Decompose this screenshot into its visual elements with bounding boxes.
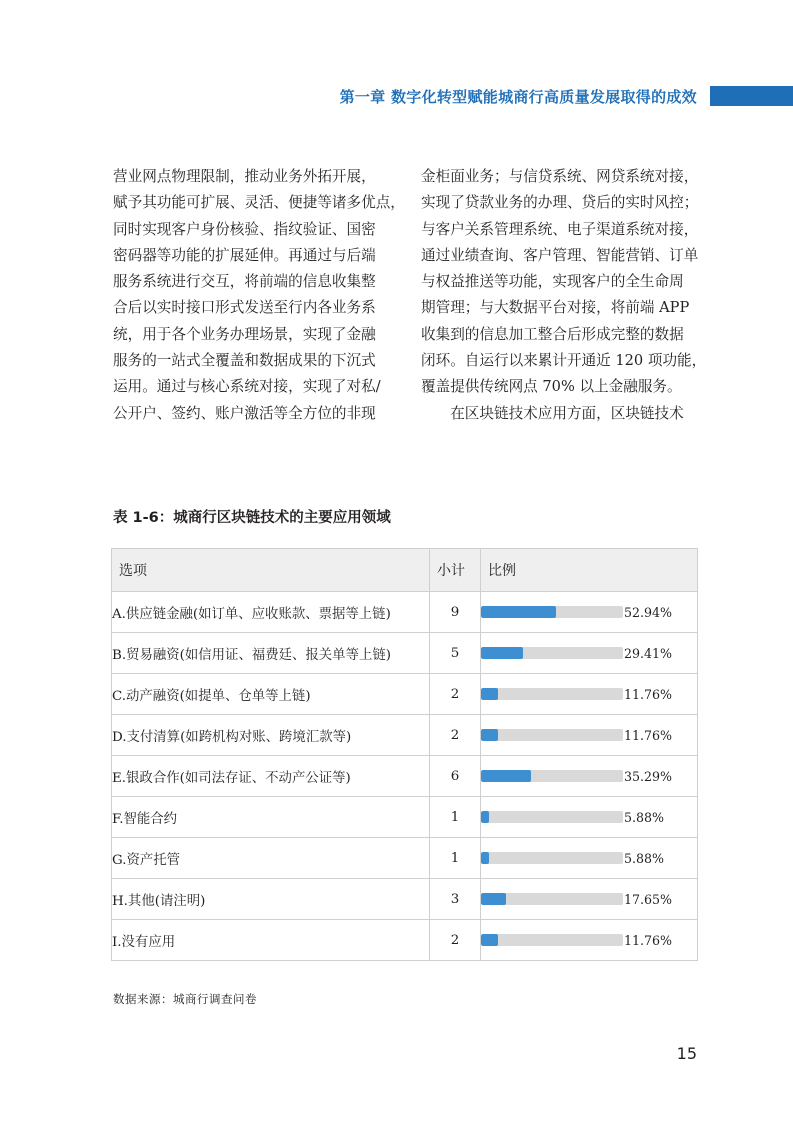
body-line: 实现了贷款业务的办理、贷后的实时风控； [421, 194, 699, 212]
ratio-label: 11.76% [624, 932, 673, 948]
ratio-cell [481, 920, 698, 961]
count-value: 5 [430, 633, 481, 674]
ratio-bar-wrap [481, 933, 697, 948]
body-line: 期管理；与大数据平台对接，将前端 APP [421, 299, 690, 317]
table-row [112, 592, 698, 633]
option-label: C.动产融资(如提单、仓单等上链) [112, 674, 430, 715]
option-label: D.支付清算(如跨机构对账、跨境汇款等) [112, 715, 430, 756]
body-line: 覆盖提供传统网点 70% 以上金融服务。 [421, 378, 682, 396]
ratio-bar-fill [481, 893, 506, 905]
ratio-bar-track [481, 852, 623, 864]
ratio-label: 52.94% [624, 604, 673, 620]
ratio-cell [481, 797, 698, 838]
ratio-bar-fill [481, 729, 498, 741]
option-label: F.智能合约 [112, 797, 430, 838]
ratio-bar-wrap [481, 728, 697, 743]
ratio-bar-wrap [481, 810, 697, 825]
ratio-cell [481, 674, 698, 715]
option-label: I.没有应用 [112, 920, 430, 961]
table-body [112, 592, 698, 961]
header-option: 选项 [112, 549, 430, 592]
header-ratio: 比例 [481, 549, 698, 592]
option-label: H.其他(请注明) [112, 879, 430, 920]
ratio-bar-wrap [481, 769, 697, 784]
ratio-bar-fill [481, 688, 498, 700]
table-row [112, 838, 698, 879]
table-row [112, 797, 698, 838]
option-label: G.资产托管 [112, 838, 430, 879]
count-value: 3 [430, 879, 481, 920]
ratio-bar-wrap [481, 687, 697, 702]
ratio-label: 5.88% [624, 850, 665, 866]
ratio-bar-fill [481, 770, 531, 782]
body-line: 服务系统进行交互，将前端的信息收集整 [113, 273, 376, 291]
ratio-bar-track [481, 811, 623, 823]
ratio-bar-track [481, 934, 623, 946]
data-source-note: 数据来源：城商行调查问卷 [113, 992, 257, 1006]
ratio-bar-track [481, 688, 623, 700]
ratio-bar-fill [481, 852, 489, 864]
body-line: 运用。通过与核心系统对接，实现了对私/ [113, 378, 381, 396]
table-header-row [112, 549, 698, 592]
option-label: B.贸易融资(如信用证、福费廷、报关单等上链) [112, 633, 430, 674]
ratio-bar-track [481, 893, 623, 905]
body-line: 赋予其功能可扩展、灵活、便捷等诸多优点， [113, 194, 405, 212]
ratio-cell [481, 592, 698, 633]
body-line: 同时实现客户身份核验、指纹验证、国密 [113, 220, 376, 238]
ratio-cell [481, 838, 698, 879]
ratio-label: 11.76% [624, 686, 673, 702]
ratio-cell [481, 633, 698, 674]
body-line: 合后以实时接口形式发送至行内各业务系 [113, 299, 376, 317]
count-value: 2 [430, 674, 481, 715]
chapter-title: 第一章 数字化转型赋能城商行高质量发展取得的成效 [339, 88, 697, 106]
option-label: E.银政合作(如司法存证、不动产公证等) [112, 756, 430, 797]
header-count: 小计 [430, 549, 481, 592]
ratio-cell [481, 756, 698, 797]
body-line: 营业网点物理限制，推动业务外拓开展， [113, 168, 376, 185]
body-line: 闭环。自运行以来累计开通近 120 项功能， [421, 352, 707, 370]
ratio-bar-track [481, 606, 623, 618]
count-value: 2 [430, 715, 481, 756]
body-line: 服务的一站式全覆盖和数据成果的下沉式 [113, 352, 376, 370]
page-number: 15 [676, 1044, 697, 1063]
ratio-bar-fill [481, 934, 498, 946]
body-line: 在区块链技术应用方面，区块链技术 [421, 404, 684, 422]
body-text-left-column [113, 164, 405, 427]
table-row [112, 879, 698, 920]
ratio-label: 29.41% [624, 645, 673, 661]
ratio-label: 5.88% [624, 809, 665, 825]
body-line: 公开户、签约、账户激活等全方位的非现 [113, 404, 376, 422]
ratio-bar-wrap [481, 646, 697, 661]
ratio-bar-fill [481, 647, 523, 659]
table-row [112, 715, 698, 756]
table-row [112, 756, 698, 797]
count-value: 6 [430, 756, 481, 797]
header-accent-bar [710, 86, 793, 106]
ratio-bar-fill [481, 811, 489, 823]
body-line: 收集到的信息加工整合后形成完整的数据 [421, 325, 684, 343]
count-value: 1 [430, 797, 481, 838]
ratio-bar-fill [481, 606, 556, 618]
ratio-bar-wrap [481, 605, 697, 620]
ratio-label: 11.76% [624, 727, 673, 743]
table-row [112, 674, 698, 715]
count-value: 9 [430, 592, 481, 633]
table-caption: 表 1-6：城商行区块链技术的主要应用领域 [113, 510, 391, 526]
table-row [112, 920, 698, 961]
count-value: 1 [430, 838, 481, 879]
body-line: 密码器等功能的扩展延伸。再通过与后端 [113, 246, 376, 264]
option-label: A.供应链金融(如订单、应收账款、票据等上链) [112, 592, 430, 633]
body-text-right-column [421, 164, 707, 427]
body-line: 与客户关系管理系统、电子渠道系统对接， [421, 220, 699, 238]
body-line: 统，用于各个业务办理场景，实现了金融 [113, 325, 376, 343]
survey-table [111, 548, 698, 961]
ratio-bar-track [481, 729, 623, 741]
ratio-bar-track [481, 770, 623, 782]
ratio-bar-wrap [481, 892, 697, 907]
body-line: 与权益推送等功能，实现客户的全生命周 [421, 273, 684, 291]
ratio-bar-track [481, 647, 623, 659]
body-line: 通过业绩查询、客户管理、智能营销、订单 [421, 246, 699, 264]
ratio-label: 17.65% [624, 891, 673, 907]
body-line: 金柜面业务；与信贷系统、网贷系统对接， [421, 168, 699, 185]
ratio-cell [481, 879, 698, 920]
table-row [112, 633, 698, 674]
ratio-cell [481, 715, 698, 756]
ratio-label: 35.29% [624, 768, 673, 784]
count-value: 2 [430, 920, 481, 961]
ratio-bar-wrap [481, 851, 697, 866]
